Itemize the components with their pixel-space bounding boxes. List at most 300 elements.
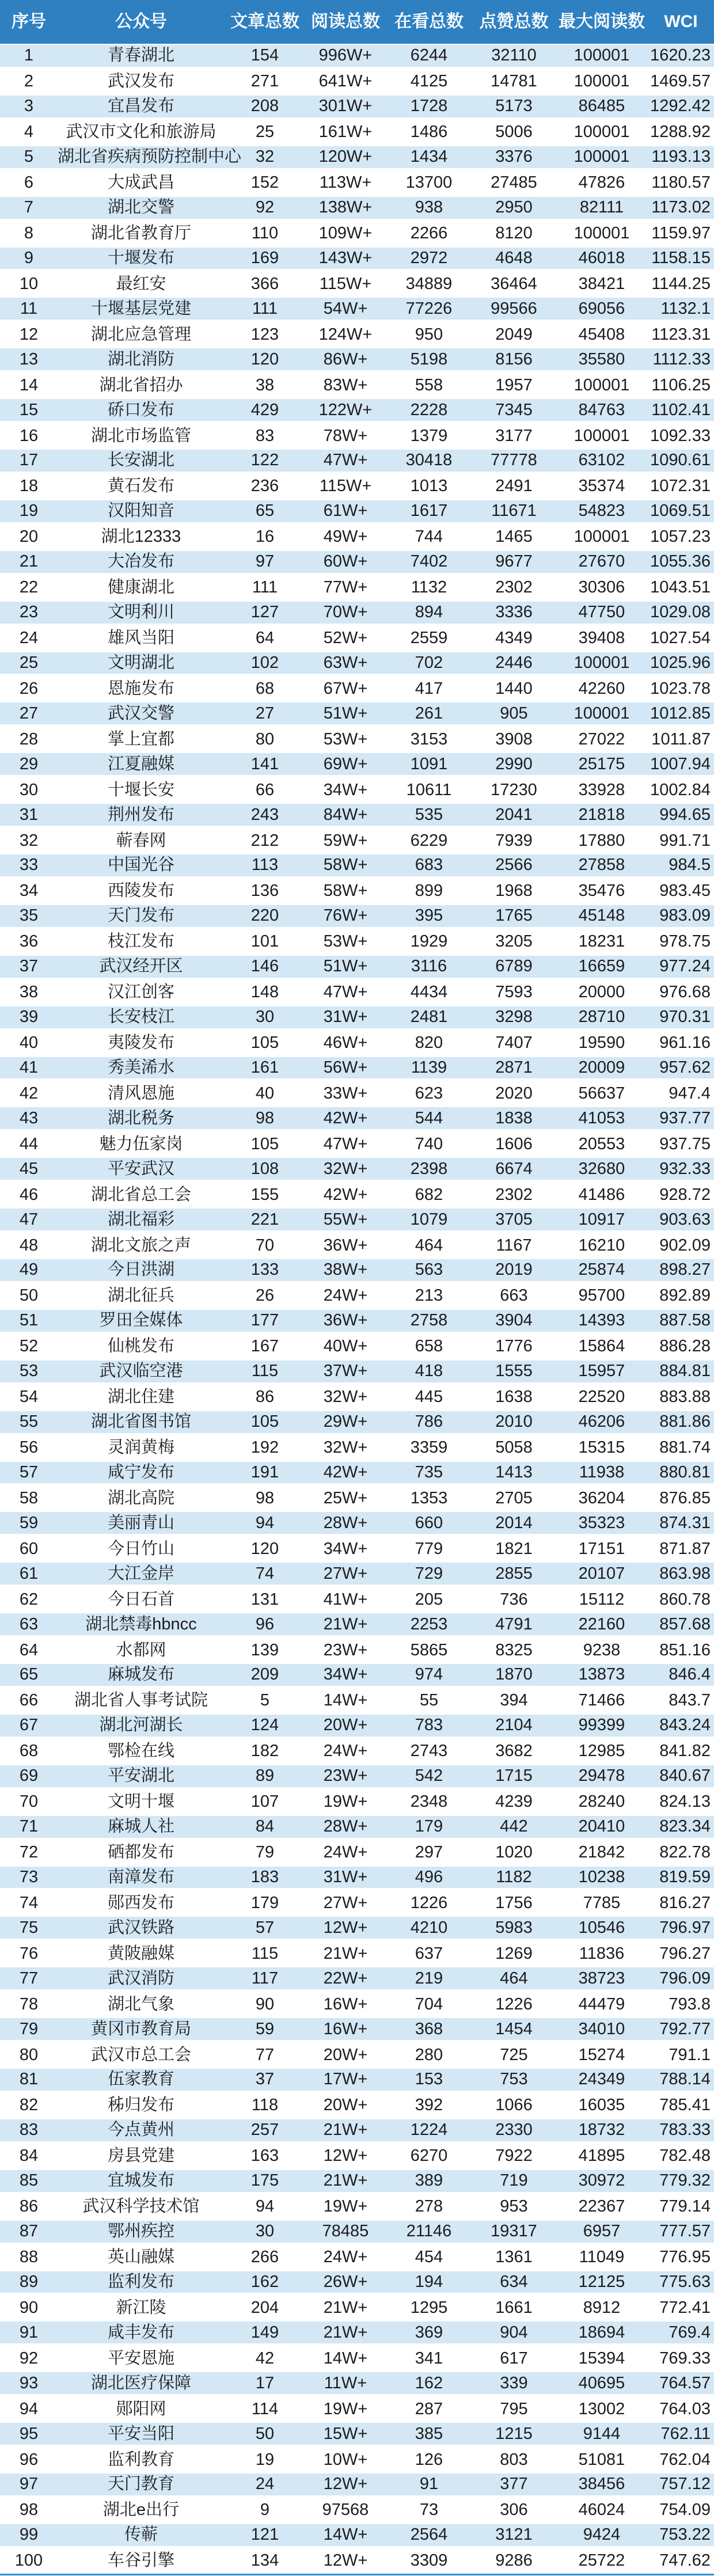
rank-cell: 18 xyxy=(19,477,39,496)
rank-cell: 26 xyxy=(19,679,39,698)
likes-total: 1715 xyxy=(495,1766,533,1785)
table-row xyxy=(0,1461,714,1486)
rank-cell: 5 xyxy=(24,147,34,166)
inview-total: 297 xyxy=(415,1843,443,1862)
reads-total: 16W+ xyxy=(323,1994,368,2013)
wci-value: 1055.36 xyxy=(650,552,711,571)
inview-total: 496 xyxy=(415,1867,443,1886)
max-reads: 56637 xyxy=(578,1084,625,1103)
articles-total: 124 xyxy=(250,1716,279,1735)
inview-total: 5198 xyxy=(410,349,448,368)
rank-cell: 64 xyxy=(19,1640,39,1659)
max-reads: 38456 xyxy=(578,2475,625,2494)
rank-cell: 63 xyxy=(19,1614,39,1633)
rank-cell: 57 xyxy=(19,1462,39,1481)
inview-total: 418 xyxy=(415,1362,443,1381)
inview-total: 392 xyxy=(415,2096,443,2115)
table-row xyxy=(0,2346,714,2371)
wci-value: 764.57 xyxy=(659,2373,711,2392)
inview-total: 278 xyxy=(415,2197,443,2216)
articles-total: 98 xyxy=(255,1108,275,1127)
likes-total: 2019 xyxy=(495,1260,533,1279)
articles-total: 108 xyxy=(250,1159,279,1178)
table-row xyxy=(0,2118,714,2144)
account-name: 郧西发布 xyxy=(107,1893,174,1912)
inview-total: 3309 xyxy=(410,2551,448,2570)
likes-total: 9677 xyxy=(495,552,533,571)
rank-cell: 59 xyxy=(19,1513,39,1532)
articles-total: 179 xyxy=(250,1893,279,1912)
inview-total: 385 xyxy=(415,2424,443,2443)
reads-total: 11W+ xyxy=(324,2373,367,2392)
table-row xyxy=(0,1764,714,1789)
table-row xyxy=(0,1233,714,1258)
articles-total: 90 xyxy=(255,1994,275,2013)
articles-total: 110 xyxy=(251,224,279,243)
reads-total: 49W+ xyxy=(323,527,368,546)
rank-cell: 30 xyxy=(19,780,39,799)
reads-total: 14W+ xyxy=(323,2525,368,2544)
likes-total: 32110 xyxy=(491,46,537,65)
max-reads: 35580 xyxy=(578,349,625,368)
wci-value: 983.45 xyxy=(659,882,711,901)
articles-total: 266 xyxy=(250,2248,279,2267)
rank-cell: 95 xyxy=(19,2424,39,2443)
max-reads: 18732 xyxy=(578,2121,625,2140)
reads-total: 47W+ xyxy=(323,451,368,470)
articles-total: 117 xyxy=(251,1969,279,1988)
wci-value: 977.24 xyxy=(659,957,711,976)
account-name: 文明十堰 xyxy=(107,1792,174,1811)
likes-total: 464 xyxy=(500,1969,528,1988)
wci-value: 983.09 xyxy=(659,906,711,925)
max-reads: 12985 xyxy=(578,1742,625,1761)
max-reads: 28710 xyxy=(578,1008,625,1027)
inview-total: 91 xyxy=(419,2475,439,2494)
rank-cell: 67 xyxy=(19,1716,39,1735)
articles-total: 271 xyxy=(250,72,279,91)
table-row xyxy=(0,2295,714,2320)
wci-value: 976.68 xyxy=(659,983,711,1002)
reads-total: 12W+ xyxy=(323,2146,368,2165)
inview-total: 894 xyxy=(415,603,443,622)
max-reads: 10917 xyxy=(578,1210,625,1229)
articles-total: 32 xyxy=(255,147,275,166)
articles-total: 113 xyxy=(251,856,279,875)
wci-value: 757.12 xyxy=(659,2475,711,2494)
rank-cell: 21 xyxy=(19,552,39,571)
likes-total: 725 xyxy=(500,2045,528,2064)
inview-total: 2348 xyxy=(410,1792,448,1811)
rank-cell: 78 xyxy=(19,1994,39,2013)
table-row xyxy=(0,1182,714,1207)
reads-total: 25W+ xyxy=(323,1488,368,1507)
inview-total: 4210 xyxy=(410,1918,448,1937)
max-reads: 10546 xyxy=(578,1918,625,1937)
account-name: 湖北住建 xyxy=(107,1388,174,1407)
table-row xyxy=(0,1637,714,1663)
rank-cell: 33 xyxy=(19,856,39,875)
account-name: 掌上宜都 xyxy=(107,730,174,749)
inview-total: 729 xyxy=(415,1564,443,1583)
table-row xyxy=(0,1713,714,1739)
articles-total: 182 xyxy=(250,1742,279,1761)
max-reads: 9144 xyxy=(583,2424,621,2443)
table-row xyxy=(0,550,714,575)
wci-value: 1132.1 xyxy=(660,299,711,318)
reads-total: 34W+ xyxy=(323,1665,368,1684)
inview-total: 660 xyxy=(415,1513,443,1532)
articles-total: 133 xyxy=(250,1260,279,1279)
account-name: 新江陵 xyxy=(116,2298,166,2317)
max-reads: 19590 xyxy=(578,1034,625,1053)
rank-cell: 99 xyxy=(19,2525,39,2544)
reads-total: 33W+ xyxy=(323,1084,368,1103)
rank-cell: 89 xyxy=(19,2272,39,2291)
table-row xyxy=(0,1992,714,2017)
account-name: 大江金岸 xyxy=(107,1564,174,1583)
likes-total: 99566 xyxy=(491,299,537,318)
likes-total: 2950 xyxy=(495,198,533,217)
table-row xyxy=(0,423,714,449)
max-reads: 82111 xyxy=(579,198,624,217)
inview-total: 3359 xyxy=(410,1438,448,1457)
rank-cell: 15 xyxy=(19,400,39,419)
articles-total: 30 xyxy=(255,2222,275,2241)
articles-total: 136 xyxy=(250,882,279,901)
wci-value: 822.78 xyxy=(659,1843,711,1862)
reads-total: 10W+ xyxy=(323,2450,368,2469)
inview-total: 4125 xyxy=(410,72,448,91)
articles-total: 127 xyxy=(250,603,279,622)
table-row xyxy=(0,2042,714,2068)
reads-total: 40W+ xyxy=(323,1337,368,1356)
articles-total: 9 xyxy=(260,2501,270,2520)
rank-cell: 38 xyxy=(19,983,39,1002)
likes-total: 1776 xyxy=(495,1337,533,1356)
max-reads: 42260 xyxy=(578,679,625,698)
likes-total: 3705 xyxy=(495,1210,533,1229)
likes-total: 2330 xyxy=(495,2121,533,2140)
account-name: 麻城发布 xyxy=(107,1665,174,1684)
likes-total: 5006 xyxy=(495,123,533,142)
reads-total: 20W+ xyxy=(323,2096,368,2115)
rank-cell: 2 xyxy=(24,72,34,91)
rank-cell: 75 xyxy=(19,1918,39,1937)
rank-cell: 56 xyxy=(19,1438,39,1457)
account-name: 十堰长安 xyxy=(107,780,174,799)
inview-total: 4434 xyxy=(410,983,448,1002)
likes-total: 1440 xyxy=(495,679,533,698)
max-reads-column-header: 最大阅读数 xyxy=(559,12,645,31)
max-reads: 35476 xyxy=(578,882,625,901)
account-name: 监利发布 xyxy=(107,2272,174,2291)
max-reads: 32680 xyxy=(578,1159,625,1178)
wci-value: 1144.25 xyxy=(651,274,711,293)
table-row xyxy=(0,929,714,955)
likes-column-header: 点赞总数 xyxy=(479,12,549,31)
account-name: 十堰发布 xyxy=(107,248,174,267)
reads-total: 78485 xyxy=(322,2222,369,2241)
likes-total: 442 xyxy=(500,1817,528,1836)
reads-total: 60W+ xyxy=(323,552,368,571)
account-name: 湖北省图书馆 xyxy=(90,1412,191,1431)
likes-total: 1454 xyxy=(495,2019,533,2038)
rank-cell: 14 xyxy=(19,375,39,394)
rank-cell: 70 xyxy=(19,1792,39,1811)
max-reads: 20009 xyxy=(578,1058,625,1077)
table-row xyxy=(0,828,714,853)
inview-total: 21146 xyxy=(406,2222,452,2241)
inview-total: 974 xyxy=(415,1665,443,1684)
reads-total: 27W+ xyxy=(323,1564,368,1583)
reads-total: 14W+ xyxy=(323,1691,368,1710)
table-row xyxy=(0,246,714,272)
wci-value: 788.14 xyxy=(659,2070,711,2089)
table-row xyxy=(0,1283,714,1309)
likes-total: 3205 xyxy=(495,932,533,951)
likes-total: 2014 xyxy=(495,1513,533,1532)
articles-total: 192 xyxy=(250,1438,279,1457)
max-reads: 25722 xyxy=(578,2551,625,2570)
articles-total: 17 xyxy=(255,2373,275,2392)
table-row xyxy=(0,1840,714,1865)
wci-value: 851.16 xyxy=(659,1640,711,1659)
account-name: 宜城发布 xyxy=(107,2171,174,2190)
wci-value: 994.65 xyxy=(659,805,711,824)
max-reads: 63102 xyxy=(578,451,625,470)
rank-cell: 19 xyxy=(19,501,39,520)
articles-total: 175 xyxy=(250,2171,279,2190)
articles-total: 111 xyxy=(252,578,278,597)
wci-value: 886.28 xyxy=(659,1337,711,1356)
articles-total: 74 xyxy=(255,1564,275,1583)
inview-total: 464 xyxy=(415,1236,443,1255)
reads-total: 28W+ xyxy=(323,1513,368,1532)
table-row xyxy=(0,2270,714,2296)
max-reads: 27670 xyxy=(578,552,625,571)
wci-value: 1158.15 xyxy=(651,248,711,267)
reads-total: 12W+ xyxy=(323,1918,368,1937)
reads-total: 26W+ xyxy=(323,2272,368,2291)
inview-total: 938 xyxy=(415,198,443,217)
account-name: 文明湖北 xyxy=(107,653,174,672)
max-reads: 17880 xyxy=(578,831,625,850)
wci-value: 1106.25 xyxy=(651,375,711,394)
table-row xyxy=(0,1739,714,1764)
account-name: 天门发布 xyxy=(107,906,174,925)
table-row xyxy=(0,1561,714,1587)
rank-cell: 83 xyxy=(19,2121,39,2140)
likes-total: 17230 xyxy=(491,780,537,799)
wci-value: 1012.85 xyxy=(650,704,711,723)
wci-value: 764.03 xyxy=(659,2399,711,2418)
inview-total: 126 xyxy=(415,2450,443,2469)
articles-total: 80 xyxy=(255,730,275,749)
likes-total: 4349 xyxy=(495,629,533,648)
wci-value: 840.67 xyxy=(659,1766,711,1785)
table-row xyxy=(0,803,714,828)
account-name: 恩施发布 xyxy=(107,679,174,698)
table-row xyxy=(0,297,714,322)
max-reads: 17151 xyxy=(578,1539,625,1558)
max-reads: 47826 xyxy=(578,173,625,192)
reads-total: 58W+ xyxy=(323,882,368,901)
max-reads: 14393 xyxy=(578,1311,625,1330)
wci-value: 1069.51 xyxy=(650,501,711,520)
rank-cell: 44 xyxy=(19,1134,39,1153)
account-name: 湖北省疾病预防控制中心 xyxy=(58,147,242,166)
reads-total: 122W+ xyxy=(318,400,373,419)
inview-total: 5865 xyxy=(410,1640,448,1659)
account-name: 黄冈市教育局 xyxy=(90,2019,191,2038)
rank-cell: 40 xyxy=(19,1034,39,1053)
rank-cell: 53 xyxy=(19,1362,39,1381)
rank-cell: 46 xyxy=(19,1185,39,1204)
account-name: 十堰基层党建 xyxy=(90,299,191,318)
max-reads: 25175 xyxy=(578,754,625,773)
inview-total: 77226 xyxy=(405,299,453,318)
articles-total: 98 xyxy=(255,1488,275,1507)
max-reads: 15864 xyxy=(578,1337,625,1356)
reads-total: 76W+ xyxy=(323,906,368,925)
reads-total: 42W+ xyxy=(323,1108,368,1127)
articles-total: 163 xyxy=(250,2146,279,2165)
likes-total: 7939 xyxy=(495,831,533,850)
inview-total: 704 xyxy=(415,1994,443,2013)
wci-value: 1025.96 xyxy=(650,653,711,672)
table-row xyxy=(0,2245,714,2270)
inview-total: 395 xyxy=(415,906,443,925)
inview-total: 820 xyxy=(415,1034,443,1053)
rank-cell: 88 xyxy=(19,2248,39,2267)
table-bottom-border xyxy=(0,2574,714,2575)
inview-total: 2398 xyxy=(410,1159,448,1178)
articles-total: 120 xyxy=(250,349,279,368)
reads-total: 120W+ xyxy=(318,147,373,166)
table-row xyxy=(0,347,714,373)
articles-total: 94 xyxy=(255,2197,275,2216)
reads-total: 113W+ xyxy=(319,173,372,192)
reads-total: 54W+ xyxy=(323,299,368,318)
likes-total: 2010 xyxy=(495,1412,533,1431)
max-reads: 34010 xyxy=(578,2019,625,2038)
max-reads: 15394 xyxy=(578,2349,625,2368)
reads-total: 38W+ xyxy=(323,1260,368,1279)
account-name: 黄陂融媒 xyxy=(107,1944,174,1963)
inview-total: 179 xyxy=(415,1817,443,1836)
reads-total: 53W+ xyxy=(323,932,368,951)
likes-total: 795 xyxy=(500,2399,528,2418)
table-row xyxy=(0,701,714,727)
articles-total: 105 xyxy=(250,1412,279,1431)
max-reads: 100001 xyxy=(574,375,630,394)
reads-total: 24W+ xyxy=(323,1742,368,1761)
wci-value: 1029.08 xyxy=(650,603,711,622)
rank-cell: 34 xyxy=(19,882,39,901)
max-reads: 21818 xyxy=(578,805,625,824)
wci-value: 1023.78 xyxy=(650,679,711,698)
inview-total: 1132 xyxy=(411,578,447,597)
inview-total: 950 xyxy=(415,325,443,344)
articles-total: 102 xyxy=(250,653,279,672)
reads-total: 641W+ xyxy=(318,72,373,91)
reads-total: 16W+ xyxy=(323,2019,368,2038)
max-reads: 21842 xyxy=(578,1843,625,1862)
wci-value: 796.09 xyxy=(659,1969,711,1988)
inview-total: 2481 xyxy=(410,1008,448,1027)
wci-value: 843.24 xyxy=(659,1716,711,1735)
max-reads: 35323 xyxy=(578,1513,625,1532)
reads-total: 32W+ xyxy=(323,1388,368,1407)
inview-total: 779 xyxy=(415,1539,443,1558)
table-header xyxy=(0,0,714,44)
max-reads: 71466 xyxy=(578,1691,625,1710)
max-reads: 45408 xyxy=(578,325,625,344)
table-row xyxy=(0,2144,714,2169)
wci-value: 779.32 xyxy=(659,2171,711,2190)
articles-total: 79 xyxy=(255,1843,275,1862)
max-reads: 20000 xyxy=(578,983,625,1002)
inview-total: 219 xyxy=(415,1969,443,1988)
table-row xyxy=(0,1081,714,1106)
wci-value: 841.82 xyxy=(659,1742,711,1761)
likes-total: 1066 xyxy=(495,2096,533,2115)
account-name: 今日洪湖 xyxy=(107,1260,174,1279)
inview-total: 454 xyxy=(415,2248,443,2267)
inview-total: 213 xyxy=(415,1286,443,1305)
reads-total: 19W+ xyxy=(323,2399,368,2418)
account-name: 西陵发布 xyxy=(107,882,174,901)
reads-total: 46W+ xyxy=(323,1034,368,1053)
rank-cell: 49 xyxy=(19,1260,39,1279)
wci-value: 874.31 xyxy=(659,1513,711,1532)
table-row xyxy=(0,904,714,929)
articles-total: 57 xyxy=(255,1918,275,1937)
likes-total: 1968 xyxy=(495,882,533,901)
rank-cell: 50 xyxy=(19,1286,39,1305)
account-name: 雄风当阳 xyxy=(107,629,174,648)
account-name: 鄂州疾控 xyxy=(107,2222,174,2241)
likes-total: 1167 xyxy=(496,1236,532,1255)
max-reads: 15112 xyxy=(579,1590,625,1609)
wci-value: 816.27 xyxy=(659,1893,711,1912)
articles-total: 86 xyxy=(255,1388,275,1407)
wci-value: 785.41 xyxy=(659,2096,711,2115)
inview-total: 3116 xyxy=(411,957,447,976)
rank-cell: 3 xyxy=(24,97,34,116)
rank-cell: 97 xyxy=(19,2475,39,2494)
max-reads: 40695 xyxy=(578,2373,625,2392)
articles-total: 77 xyxy=(255,2045,275,2064)
inview-total: 702 xyxy=(415,653,443,672)
reads-total: 34W+ xyxy=(323,1539,368,1558)
likes-total: 2855 xyxy=(495,1564,533,1583)
inview-total: 417 xyxy=(415,679,443,698)
articles-total: 107 xyxy=(250,1792,279,1811)
likes-total: 1413 xyxy=(495,1462,533,1481)
wci-value: 970.31 xyxy=(659,1008,711,1027)
max-reads: 27022 xyxy=(578,730,625,749)
articles-total: 40 xyxy=(255,1084,275,1103)
reads-total: 51W+ xyxy=(323,957,368,976)
inview-total: 13700 xyxy=(405,173,453,192)
account-name: 清风恩施 xyxy=(107,1084,174,1103)
inview-total: 73 xyxy=(419,2501,439,2520)
table-row xyxy=(0,94,714,120)
likes-total: 2566 xyxy=(495,856,533,875)
inview-total: 1434 xyxy=(410,147,448,166)
